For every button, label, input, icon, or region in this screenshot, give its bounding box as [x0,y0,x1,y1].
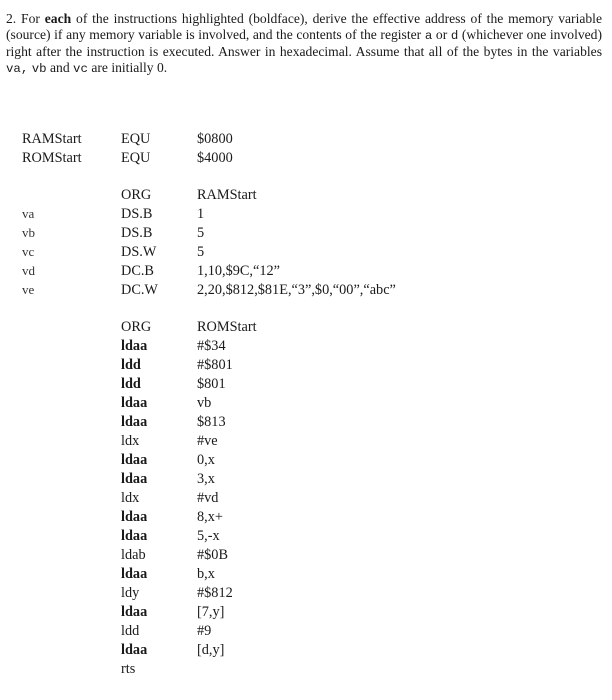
code-arg: 3,x [197,471,215,487]
code-arg: $801 [197,376,226,392]
data-label: vc [22,244,35,259]
code-arg: #9 [197,623,212,639]
data-op: ORG [121,187,152,203]
code-op: ldaa [121,338,148,354]
data-label: va [22,206,35,221]
data-label: vd [22,263,35,278]
data-arg: 5 [197,244,205,260]
code-op: ldy [121,585,140,601]
code-op: ldaa [121,452,148,468]
code-arg: $813 [197,414,226,430]
data-label: vb [22,225,35,240]
code-arg: [7,y] [197,604,225,620]
data-arg: 1 [197,206,205,222]
register-d: d [450,28,459,43]
code-op: ldd [121,376,141,392]
code-op: ldaa [121,604,148,620]
question-or-word: or [435,26,448,42]
code-op: ldd [121,623,140,639]
code-arg: b,x [197,566,215,582]
code-arg: #vd [197,490,219,506]
data-op: DS.B [121,225,153,241]
equ-op: EQU [121,150,151,166]
data-label: ve [22,282,35,297]
question-text-after-each: of the instructions highlighted (boldface), derive the effective address of the memory variable (source) if any memory variable is involved, and the contents of the register [6,11,602,42]
code-arg: 5,-x [197,528,220,544]
code-op: ldx [121,433,140,449]
variable-vb: vb [31,61,47,76]
code-op: ldx [121,490,140,506]
equ-arg: $0800 [197,131,233,147]
data-op: DC.W [121,282,158,298]
code-op: ldaa [121,509,148,525]
equ-arg: $4000 [197,150,233,166]
question-text [6,11,602,77]
code-op: ldaa [121,395,148,411]
code-op: ldaa [121,642,148,658]
code-op: ldab [121,547,146,563]
code-arg: #$812 [197,585,233,601]
question-and-word: and [50,59,70,75]
code-arg: #ve [197,433,218,449]
data-arg: RAMStart [197,187,257,203]
code-arg: [d,y] [197,642,225,658]
question-text-before-each: For [21,11,40,26]
code-arg: 8,x+ [197,509,223,525]
data-op: DS.W [121,244,157,260]
code-arg: #$801 [197,357,233,373]
question-each-word: each [44,11,72,26]
code-op: ORG [121,319,152,335]
data-arg: 5 [197,225,205,241]
question-number: 2. [6,11,17,26]
data-op: DC.B [121,263,154,279]
question-text-middle: (whichever one involved) right after the instruction is executed. Answer in hexadecimal. Assume that all of the bytes in the variables [6,26,603,60]
code-op: rts [121,661,136,677]
code-arg: #$0B [197,547,228,563]
variable-va: va, [6,61,29,76]
code-op: ldaa [121,471,148,487]
code-arg: ROMStart [197,319,257,335]
equ-label: RAMStart [22,131,82,147]
register-a: a [424,28,433,43]
question-text-end: are initially 0. [91,59,168,75]
code-arg: 0,x [197,452,215,468]
code-op: ldd [121,357,141,373]
code-op: ldaa [121,528,148,544]
equ-op: EQU [121,131,151,147]
code-arg: #$34 [197,338,226,354]
code-op: ldaa [121,566,148,582]
data-arg: 1,10,$9C,“12” [197,263,280,279]
data-arg: 2,20,$812,$81E,“3”,$0,“00”,“abc” [197,282,396,298]
data-op: DS.B [121,206,153,222]
code-op: ldaa [121,414,148,430]
code-arg: vb [197,395,212,411]
equ-label: ROMStart [22,150,82,166]
variable-vc: vc [73,61,88,76]
